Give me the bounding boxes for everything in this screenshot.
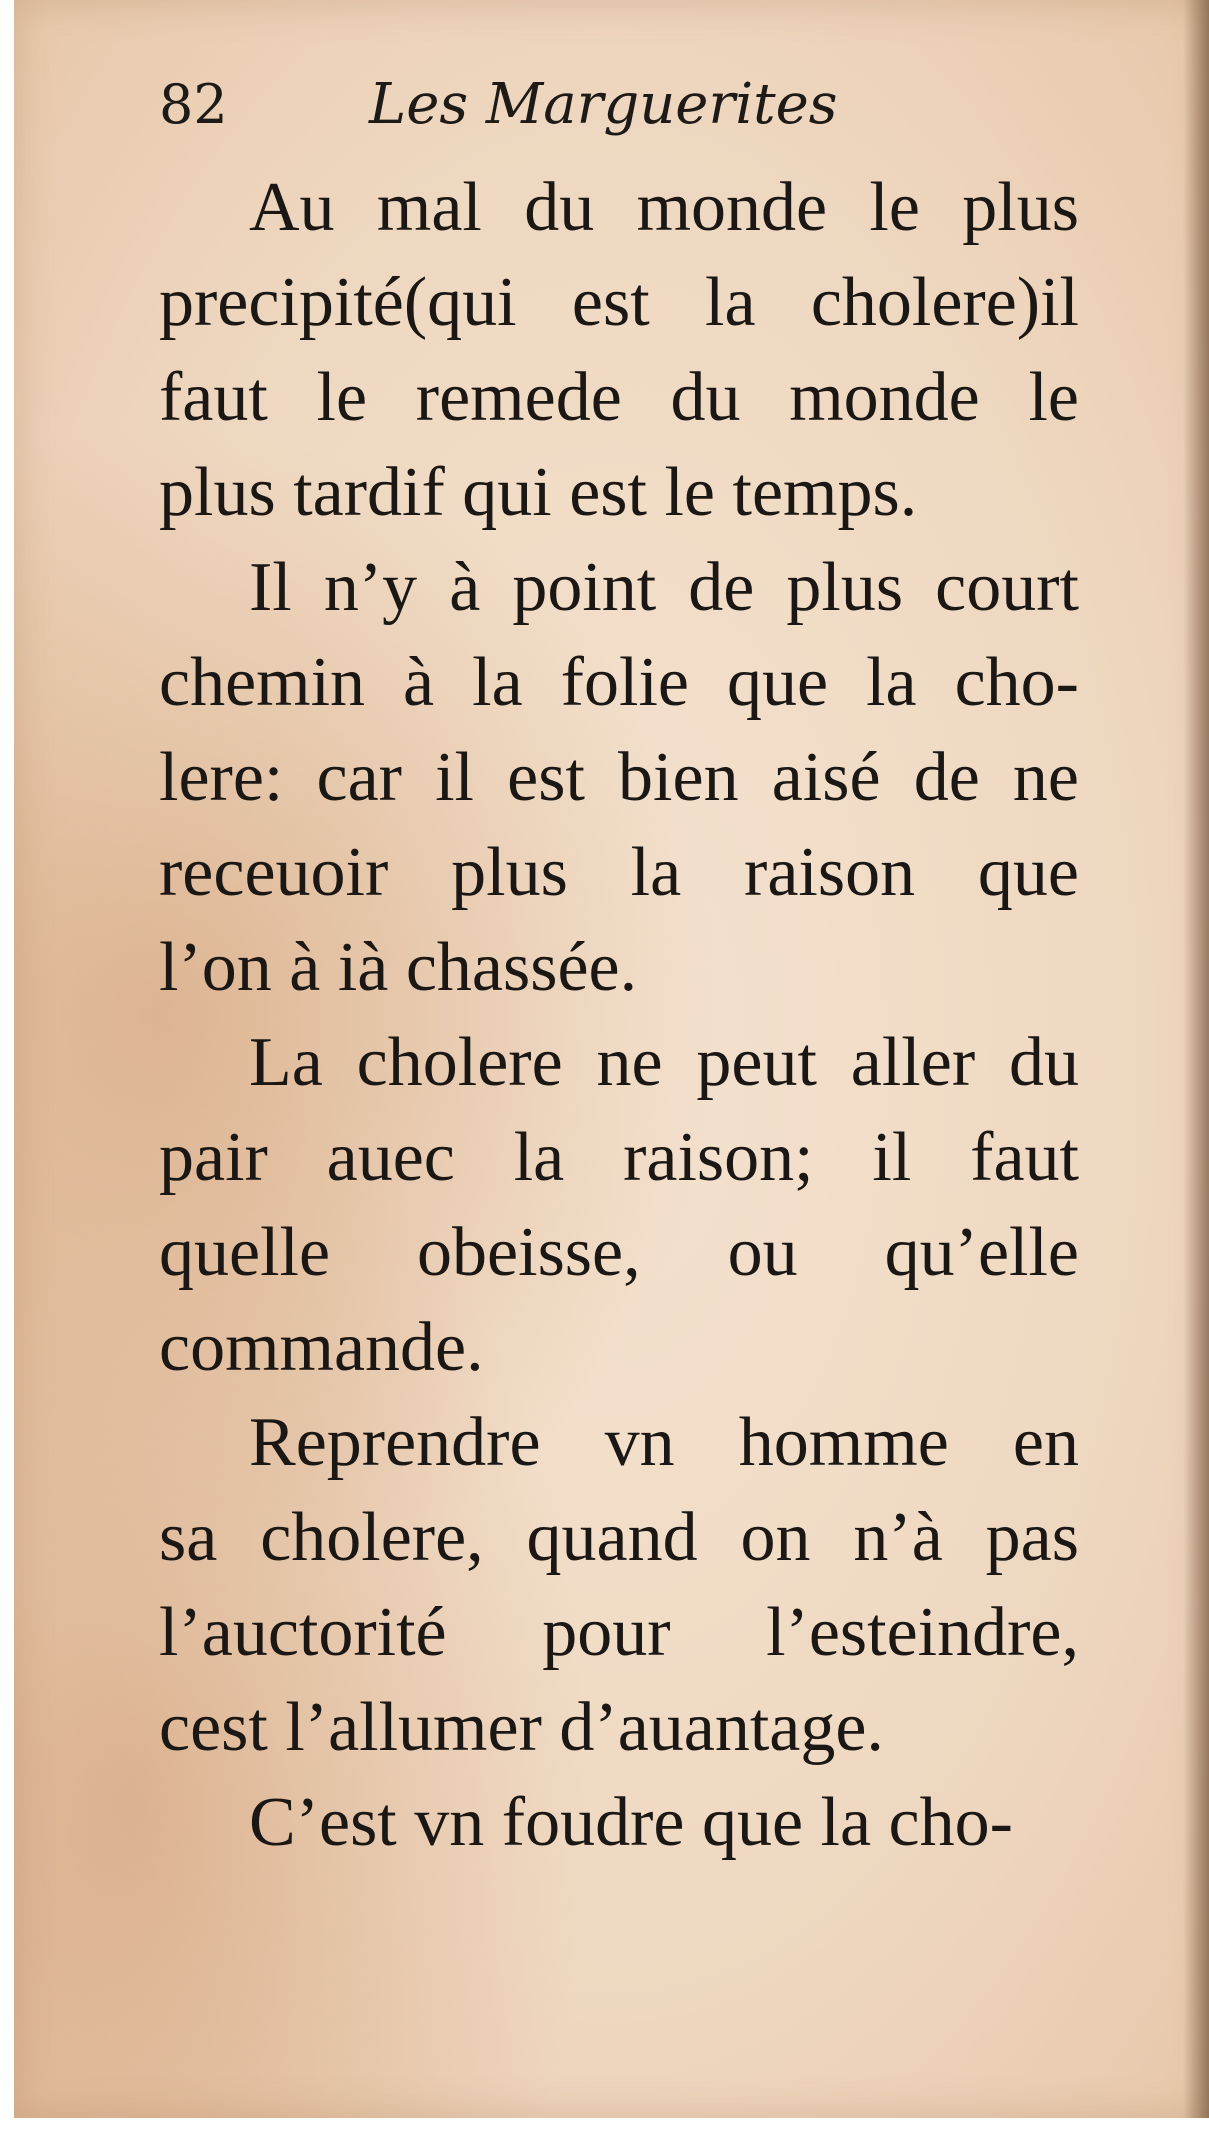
text-line: chemin à la folie que la cho- — [159, 644, 1079, 721]
text-line: Il n’y à point de plus court — [249, 549, 1079, 626]
running-title: Les Marguerites — [369, 72, 838, 137]
text-line: C’est vn foudre que la cho- — [249, 1784, 1013, 1861]
text-line: precipité(qui est la cholere)il — [159, 264, 1079, 341]
text-line: La cholere ne peut aller du — [249, 1024, 1079, 1101]
book-page — [14, 0, 1209, 2118]
text-line: l’on à ià chassée. — [159, 929, 638, 1006]
text-line: quelle obeisse, ou qu’elle — [159, 1214, 1079, 1291]
page-number: 82 — [159, 73, 228, 136]
text-line: lere: car il est bien aisé de ne — [159, 739, 1079, 816]
text-line: pair auec la raison; il faut — [159, 1119, 1079, 1196]
text-line: plus tardif qui est le temps. — [159, 454, 918, 531]
text-line: Au mal du monde le plus — [249, 169, 1079, 246]
body-text — [159, 160, 1079, 1870]
text-line: Reprendre vn homme en — [249, 1404, 1079, 1481]
text-line: cest l’allumer d’auantage. — [159, 1689, 884, 1766]
text-line: sa cholere, quand on n’à pas — [159, 1499, 1079, 1576]
text-line: l’auctorité pour l’esteindre, — [159, 1594, 1079, 1671]
text-line: commande. — [159, 1309, 484, 1386]
text-line: faut le remede du monde le — [159, 359, 1079, 436]
text-line: receuoir plus la raison que — [159, 834, 1079, 911]
